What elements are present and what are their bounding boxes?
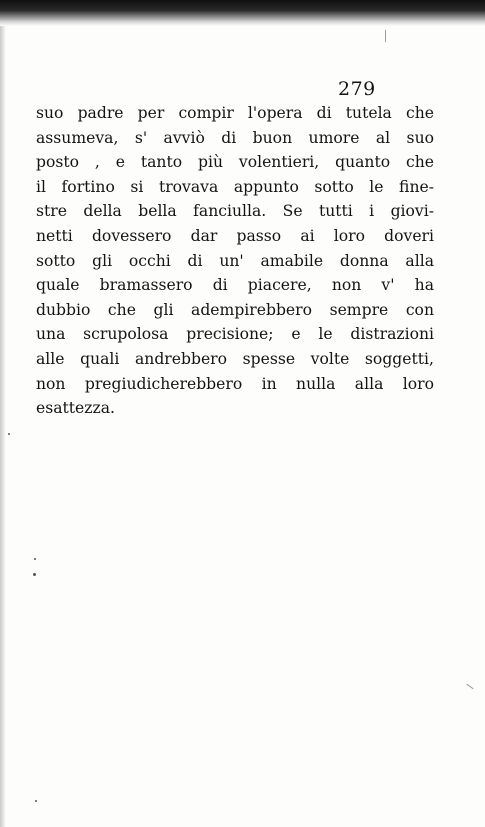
text-line: stre della bella fanciulla. Se tutti i giovi- [36, 202, 434, 221]
text-line: il fortino si trovava appunto sotto le fine- [36, 177, 434, 196]
text-line: suo padre per compir l'opera di tutela che [36, 104, 434, 122]
text-line: non pregiudicherebbero in nulla alla loro [36, 374, 434, 393]
text-line: dubbio che gli adempirebbero sempre con [36, 300, 434, 319]
dust-speck [8, 433, 10, 435]
text-line: alle quali andrebbero spesse volte soggetti, [36, 349, 434, 368]
text-line: netti dovessero dar passo ai loro doveri [36, 226, 434, 245]
body-text [36, 101, 434, 421]
dust-speck [34, 558, 36, 560]
text-line: esattezza. [36, 399, 115, 418]
text-line: sotto gli occhi di un' amabile donna alla [36, 251, 434, 270]
scan-edge-top [0, 0, 485, 26]
text-line: posto , e tanto più volentieri, quanto che [36, 153, 434, 172]
scan-mark [385, 30, 386, 42]
text-line: una scrupolosa precisione; e le distrazioni [36, 325, 434, 344]
scan-mark [466, 684, 473, 689]
dust-speck [33, 573, 36, 576]
dust-speck [35, 800, 37, 802]
scan-edge-left [0, 26, 6, 827]
text-line: quale bramassero di piacere, non v' ha [36, 276, 434, 295]
page-number: 279 [338, 78, 376, 100]
text-line: assumeva, s' avviò di buon umore al suo [36, 128, 434, 147]
